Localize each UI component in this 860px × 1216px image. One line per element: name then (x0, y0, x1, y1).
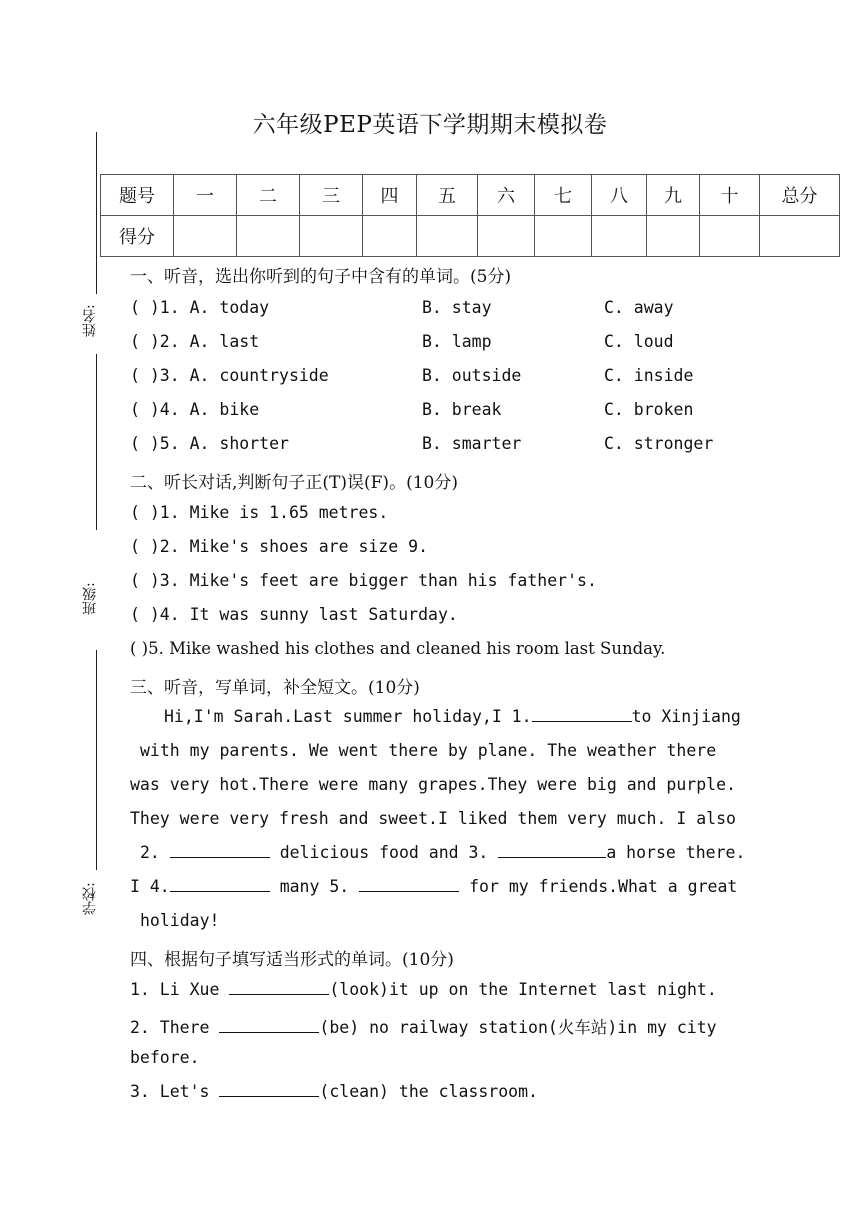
s1-q1-option-a: ( )1. A. today (130, 298, 270, 317)
s1-q5-option-c: C. stronger (604, 434, 714, 453)
s3-text: I 4. (130, 877, 170, 896)
s3-text: to Xinjiang (631, 707, 741, 726)
s2-item-2: ( )2. Mike's shoes are size 9. (130, 537, 429, 556)
table-cell: 四 (363, 175, 417, 216)
score-table (100, 174, 840, 257)
s3-line-2: with my parents. We went there by plane. The weather there (140, 741, 717, 760)
s1-q2-option-a: ( )2. A. last (130, 332, 260, 351)
s4-q2 (130, 1014, 717, 1038)
s1-q1-option-b: B. stay (422, 298, 492, 317)
s1-q4-option-c: C. broken (604, 400, 694, 419)
table-cell: 得分 (101, 216, 174, 257)
s1-q1-option-c: C. away (604, 298, 674, 317)
name-label: 姓名: (82, 304, 98, 338)
table-cell: 总分 (760, 175, 840, 216)
score-cell[interactable] (700, 216, 760, 257)
table-cell: 八 (592, 175, 647, 216)
s3-line-1 (164, 707, 741, 726)
section-1-heading: 一、听音，选出你听到的句子中含有的单词。(5分) (130, 267, 512, 287)
s1-q5-option-b: B. smarter (422, 434, 522, 453)
s4-text: 1. Li Xue (130, 980, 220, 999)
s1-q2-option-c: C. loud (604, 332, 674, 351)
school-label: 学校: (82, 882, 98, 916)
s3-text: for my friends.What a great (469, 877, 738, 896)
s3-text: 2. (140, 843, 160, 862)
s4-q3 (130, 1082, 538, 1101)
s1-q3-option-b: B. outside (422, 366, 522, 385)
score-cell[interactable] (592, 216, 647, 257)
score-cell[interactable] (300, 216, 363, 257)
s3-line-7: holiday! (140, 911, 220, 930)
s3-line-3: was very hot.There were many grapes.They were big and purple. (130, 775, 736, 794)
s4-text: (look)it up on the Internet last night. (329, 980, 717, 999)
table-cell: 七 (535, 175, 592, 216)
blank-5[interactable] (359, 877, 459, 892)
s3-text: many 5. (279, 877, 350, 896)
s1-q4-option-b: B. break (422, 400, 502, 419)
score-cell[interactable] (647, 216, 700, 257)
blank-3[interactable] (498, 843, 606, 858)
margin-divider-middle (96, 354, 97, 530)
score-cell[interactable] (535, 216, 592, 257)
s4-text: (be) no railway station(火车站)in my city (319, 1018, 717, 1037)
section-3-heading: 三、听音，写单词，补全短文。(10分) (130, 678, 420, 698)
blank-1[interactable] (532, 707, 632, 722)
table-cell: 一 (174, 175, 237, 216)
s3-line-4: They were very fresh and sweet.I liked them very much. I also (130, 809, 736, 828)
s2-item-1: ( )1. Mike is 1.65 metres. (130, 503, 389, 522)
s4-blank-3[interactable] (219, 1082, 319, 1097)
class-label: 班级: (82, 582, 98, 616)
s1-q4-option-a: ( )4. A. bike (130, 400, 260, 419)
s1-q3-option-c: C. inside (604, 366, 694, 385)
table-cell: 三 (300, 175, 363, 216)
s4-text: 2. There (130, 1018, 210, 1037)
s3-text: Hi,I'm Sarah.Last summer holiday,I 1. (164, 707, 532, 726)
table-cell: 五 (417, 175, 478, 216)
s4-q1 (130, 980, 717, 999)
section-2-heading: 二、听长对话,判断句子正(T)误(F)。(10分) (130, 473, 458, 493)
s4-blank-1[interactable] (229, 980, 329, 995)
table-cell: 十 (700, 175, 760, 216)
table-cell: 题号 (101, 175, 174, 216)
table-cell: 六 (478, 175, 535, 216)
score-cell[interactable] (760, 216, 840, 257)
s3-text: delicious food and 3. (279, 843, 489, 862)
s1-q5-option-a: ( )5. A. shorter (130, 434, 289, 453)
score-table-header-row (101, 175, 840, 216)
score-table-score-row (101, 216, 840, 257)
s1-q2-option-b: B. lamp (422, 332, 492, 351)
margin-divider-lower (96, 650, 97, 870)
table-cell: 九 (647, 175, 700, 216)
s1-q3-option-a: ( )3. A. countryside (130, 366, 329, 385)
s3-line-6 (130, 877, 737, 896)
s4-text: (clean) the classroom. (319, 1082, 538, 1101)
section-4-heading: 四、根据句子填写适当形式的单词。(10分) (130, 950, 454, 970)
margin-divider-top (96, 132, 97, 294)
s3-line-5 (140, 843, 745, 862)
score-cell[interactable] (363, 216, 417, 257)
score-cell[interactable] (174, 216, 237, 257)
table-cell: 二 (237, 175, 300, 216)
s3-text: a horse there. (606, 843, 746, 862)
s2-item-4: ( )4. It was sunny last Saturday. (130, 605, 458, 624)
blank-2[interactable] (170, 843, 270, 858)
score-cell[interactable] (237, 216, 300, 257)
s2-item-5: ( )5. Mike washed his clothes and cleaned his room last Sunday. (130, 639, 666, 658)
score-cell[interactable] (417, 216, 478, 257)
page-title: 六年级PEP英语下学期期末模拟卷 (252, 112, 608, 138)
score-cell[interactable] (478, 216, 535, 257)
s4-blank-2[interactable] (219, 1018, 319, 1033)
s4-q2-continued: before. (130, 1048, 200, 1067)
s2-item-3: ( )3. Mike's feet are bigger than his father's. (130, 571, 597, 590)
blank-4[interactable] (170, 877, 270, 892)
s4-text: 3. Let's (130, 1082, 210, 1101)
